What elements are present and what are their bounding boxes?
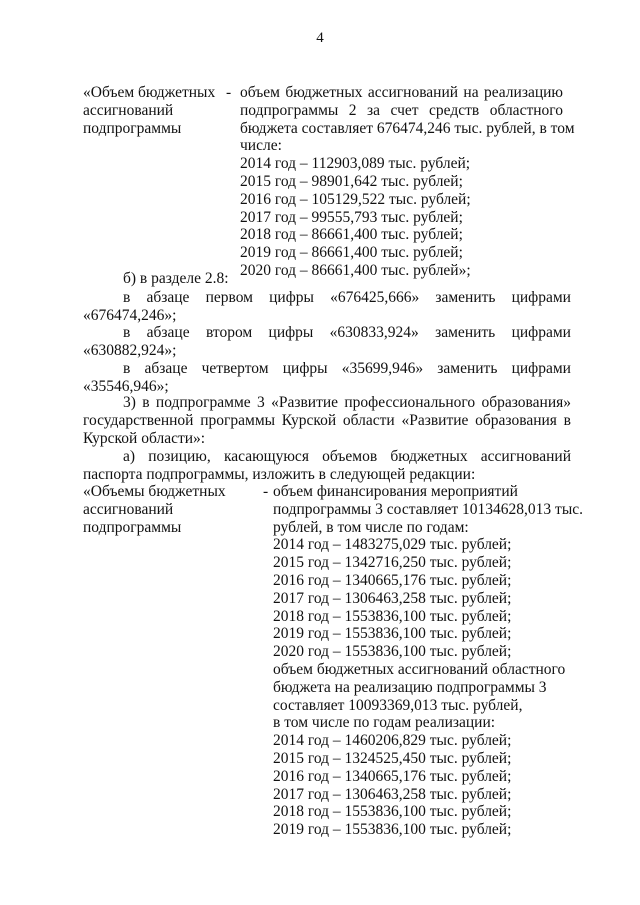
year-amount-line: 2018 год – 1553836,100 тыс. рублей; [273, 607, 512, 625]
year-amount-line: 2019 год – 1553836,100 тыс. рублей; [273, 821, 512, 839]
replacement-line [83, 360, 571, 378]
right-text-line: объем бюджетных ассигнований на реализацию [240, 84, 563, 101]
word: заменить [435, 324, 496, 342]
word: цифры [269, 288, 314, 306]
year-amount-line: 2015 год – 1342716,250 тыс. рублей; [273, 554, 512, 572]
right-text-line: в том числе по годам реализации: [273, 714, 496, 732]
right-text-line: числе: [240, 137, 282, 155]
year-amount-line: 2016 год – 1340665,176 тыс. рублей; [273, 767, 512, 785]
word: цифрами [511, 359, 571, 377]
budget-right-text [240, 84, 575, 280]
year-amount-line: 2019 год – 1553836,100 тыс. рублей; [273, 625, 512, 643]
word: заменить [437, 359, 498, 377]
year-amount-line: 2014 год – 1483275,029 тыс. рублей; [273, 536, 512, 554]
section-heading: б) в разделе 2.8: [123, 270, 229, 287]
dash-separator: - [263, 483, 269, 500]
word: цифрами [511, 324, 571, 342]
word: в [123, 359, 131, 377]
left-label-line: ассигнований [83, 500, 174, 518]
right-text-line: объем бюджетных ассигнований областного [273, 660, 566, 678]
year-amount-line: 2014 год – 1460206,829 тыс. рублей; [273, 732, 512, 750]
year-amount-line: 2018 год – 86661,400 тыс. рублей; [240, 226, 463, 244]
word: четвертом [201, 359, 269, 377]
word: в [123, 288, 131, 306]
replacement-value: «676474,246»; [83, 306, 177, 324]
word: «630833,924» [329, 324, 419, 342]
budget-left-label [83, 84, 223, 137]
right-text-line: рублей, в том числе по годам: [273, 518, 469, 536]
year-amount-line: 2018 год – 1553836,100 тыс. рублей; [273, 803, 512, 821]
word: цифры [282, 359, 328, 377]
word: в [123, 324, 131, 342]
budget-left-label [83, 483, 253, 536]
word: цифры [268, 324, 314, 342]
word: втором [205, 324, 253, 342]
budget-right-text [273, 483, 583, 839]
word: «676425,666» [330, 288, 420, 306]
right-text-line: составляет 10093369,013 тыс. рублей, [273, 696, 523, 714]
paragraph-line: государственной программы Курской области «Развитие образования в [83, 411, 571, 429]
year-amount-line: 2016 год – 1340665,176 тыс. рублей; [273, 571, 512, 589]
word: заменить [435, 288, 496, 306]
left-label-line: подпрограммы [83, 518, 182, 536]
year-amount-line: 2016 год – 105129,522 тыс. рублей; [240, 190, 471, 208]
page-number: 4 [316, 30, 324, 46]
dash-separator: - [226, 84, 232, 101]
year-amount-line: 2014 год – 112903,089 тыс. рублей; [240, 155, 471, 173]
year-amount-line: 2019 год – 86661,400 тыс. рублей; [240, 244, 463, 262]
right-text-line: объем финансирования мероприятий [273, 483, 518, 500]
replacement-value: «35546,946»; [83, 377, 169, 395]
paragraph-line: Курской области»: [83, 429, 206, 447]
word: первом [205, 288, 253, 306]
year-amount-line: 2015 год – 98901,642 тыс. рублей; [240, 172, 463, 190]
year-amount-line: 2017 год – 1306463,258 тыс. рублей; [273, 589, 512, 607]
word: абзаце [146, 288, 190, 306]
paragraph-line: паспорта подпрограммы, изложить в следующей редакции: [83, 466, 476, 484]
year-amount-line: 2020 год – 86661,400 тыс. рублей»; [240, 261, 471, 279]
word: «35699,946» [341, 359, 424, 377]
left-label-line: «Объемы бюджетных [83, 483, 226, 500]
right-text-line: бюджета составляет 676474,246 тыс. рублей, в том [240, 119, 575, 137]
replacement-line [83, 324, 571, 342]
word: абзаце [146, 324, 190, 342]
year-amount-line: 2020 год – 1553836,100 тыс. рублей; [273, 643, 512, 661]
word: цифрами [511, 288, 571, 306]
left-label-line: подпрограммы [83, 119, 182, 137]
replacement-value: «630882,924»; [83, 342, 177, 360]
word: абзаце [144, 359, 188, 377]
left-label-line: «Объем бюджетных [83, 84, 216, 101]
right-text-line: бюджета на реализацию подпрограммы 3 [273, 678, 547, 696]
paragraph-line: 3) в подпрограмме 3 «Развитие профессионального образования» [123, 394, 571, 411]
left-label-line: ассигнований [83, 101, 174, 119]
year-amount-line: 2017 год – 99555,793 тыс. рублей; [240, 208, 463, 226]
year-amount-line: 2017 год – 1306463,258 тыс. рублей; [273, 785, 512, 803]
subprogram-3-paragraph [83, 394, 571, 484]
section-2-8-changes [83, 270, 571, 396]
right-text-line: подпрограммы 2 за счет средств областного [240, 101, 563, 119]
replacement-line [83, 289, 571, 307]
paragraph-line: а) позицию, касающуюся объемов бюджетных ассигнований [123, 448, 571, 466]
right-text-line: подпрограммы 3 составляет 10134628,013 тыс. [273, 500, 583, 518]
year-amount-line: 2015 год – 1324525,450 тыс. рублей; [273, 749, 512, 767]
